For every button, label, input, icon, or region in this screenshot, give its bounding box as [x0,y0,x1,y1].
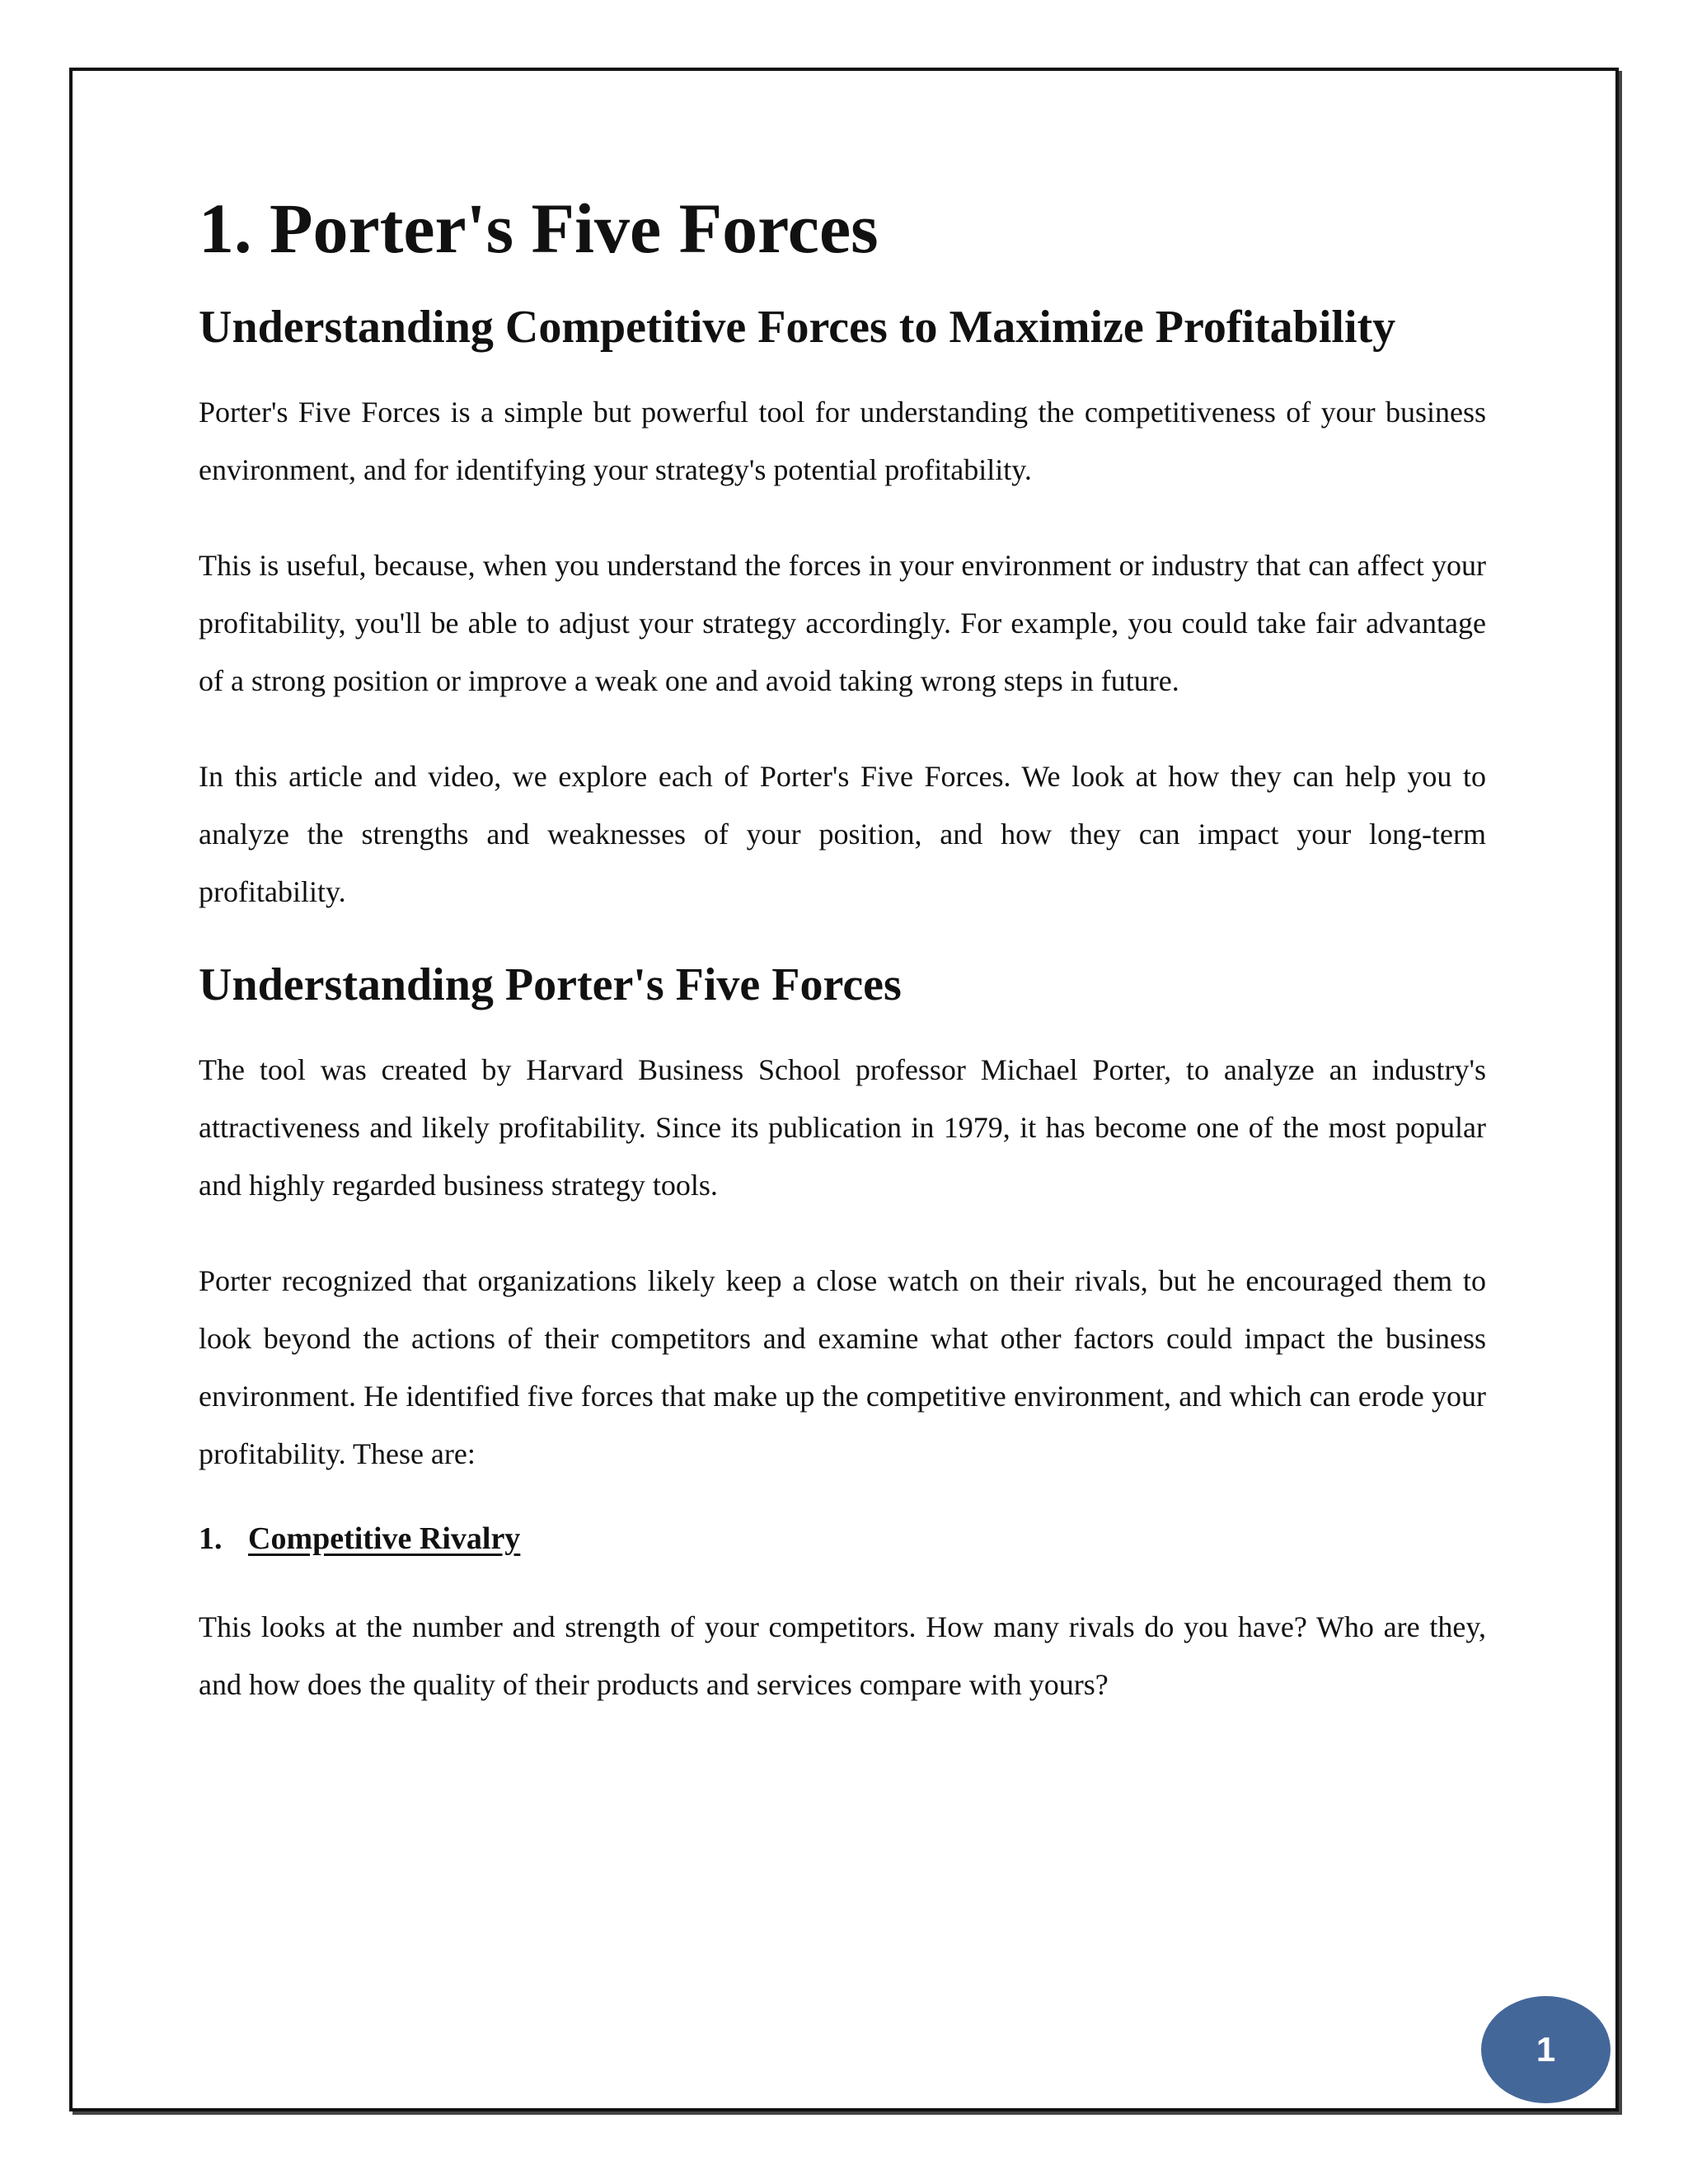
page-number-badge [1481,1996,1611,2103]
page-number: 1 [1536,2030,1556,2069]
section-paragraph: The tool was created by Harvard Business School professor Michael Porter, to analyze an industry's attractiveness and likely profitability. Since its publication in 1979, it has become one of the most popular and highly regarded business strategy tools. [199,1053,1486,1202]
intro-paragraph: Porter's Five Forces is a simple but powerful tool for understanding the competitiveness of your business environment, and for identifying your strategy's potential profitability. [199,395,1486,486]
list-item-heading [199,1521,1486,1558]
list-item-paragraph: This looks at the number and strength of your competitors. How many rivals do you have? Who are they, and how does the quality of their products and services compare with yours? [199,1610,1486,1701]
document-title: 1. Porter's Five Forces [199,189,879,268]
document-subtitle: Understanding Competitive Forces to Maximize Profitability [199,301,1396,353]
section-heading: Understanding Porter's Five Forces [199,958,902,1010]
intro-paragraph: In this article and video, we explore each of Porter's Five Forces. We look at how they can help you to analyze the strengths and weaknesses of your position, and how they can impact your long-term profitability. [199,759,1486,908]
list-item-label: Competitive Rivalry [248,1521,521,1557]
document-body [199,190,1486,1751]
list-item-number: 1. [199,1521,223,1557]
intro-paragraph: This is useful, because, when you understand the forces in your environment or industry that can affect your profitability, you'll be able to adjust your strategy accordingly. For example, you could take fair advantage of a strong position or improve a weak one and avoid taking wrong steps in future. [199,548,1486,697]
section-paragraph: Porter recognized that organizations likely keep a close watch on their rivals, but he encouraged them to look beyond the actions of their competitors and examine what other factors could impact the business environment. He identified five forces that make up the competitive environment, and which can erode your profitability. These are: [199,1264,1486,1471]
